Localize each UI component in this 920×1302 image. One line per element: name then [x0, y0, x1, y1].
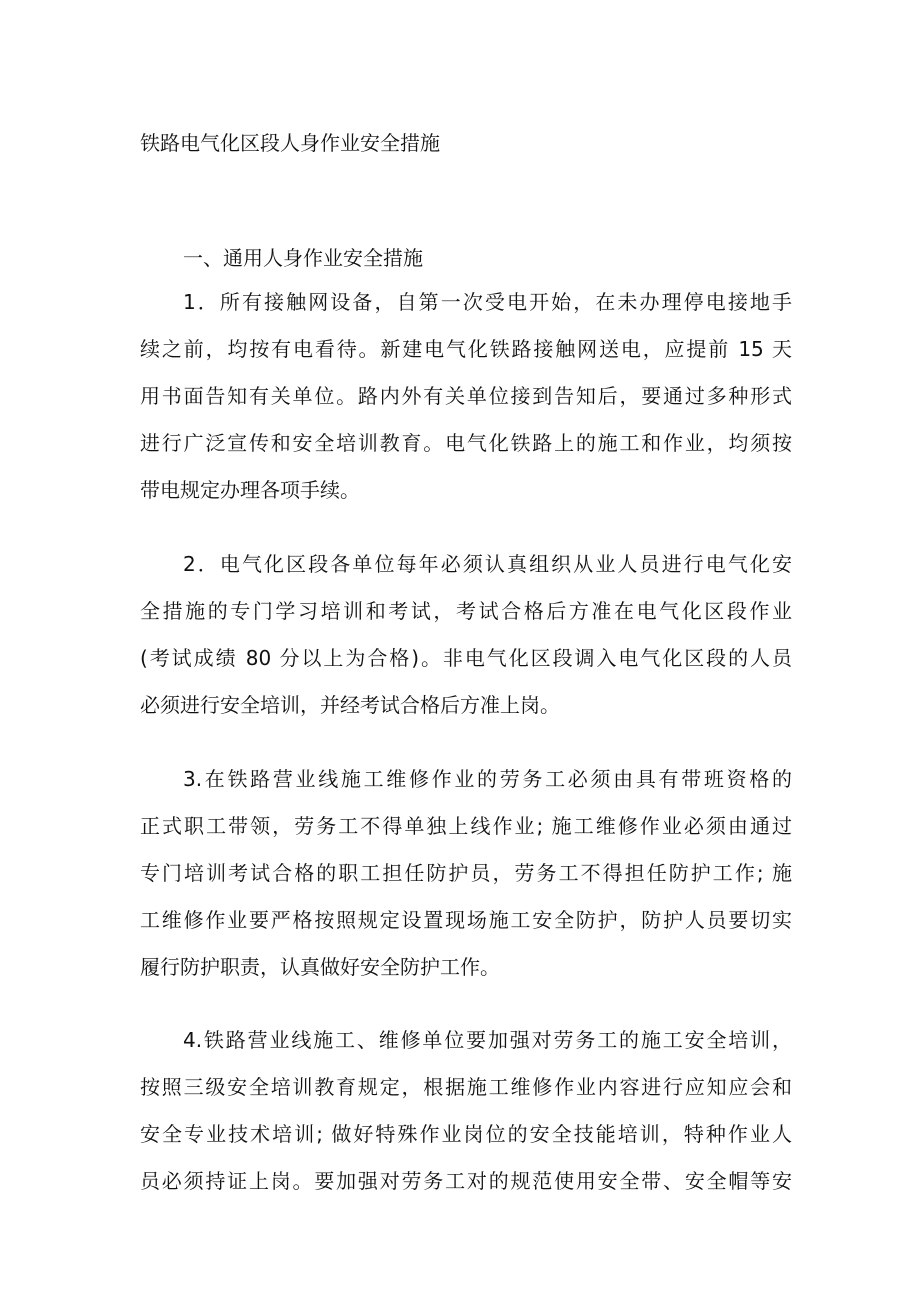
- text-line: 专门培训考试合格的职工担任防护员，劳务工不得担任防护工作; 施: [140, 861, 792, 885]
- document-title: 铁路电气化区段人身作业安全措施: [140, 131, 440, 155]
- text-line: 用书面告知有关单位。路内外有关单位接到告知后，要通过多种形式: [140, 384, 792, 408]
- text-line: 履行防护职责，认真做好安全防护工作。: [140, 955, 500, 979]
- text-line: 2．电气化区段各单位每年必须认真组织从业人员进行电气化安: [183, 552, 792, 576]
- paragraph-3: [140, 766, 792, 1001]
- text-line: 3.在铁路营业线施工维修作业的劳务工必须由具有带班资格的: [183, 767, 792, 791]
- text-line: (考试成绩 80 分以上为合格)。非电气化区段调入电气化区段的人员: [140, 646, 792, 670]
- text-line: 正式职工带领，劳务工不得单独上线作业; 施工维修作业必须由通过: [140, 814, 792, 838]
- text-line: 全措施的专门学习培训和考试，考试合格后方准在电气化区段作业: [140, 599, 792, 623]
- text-line: 1．所有接触网设备，自第一次受电开始，在未办理停电接地手: [183, 290, 792, 314]
- paragraph-1: [140, 289, 792, 524]
- text-line: 按照三级安全培训教育规定，根据施工维修作业内容进行应知应会和: [140, 1075, 792, 1099]
- text-line: 员必须持证上岗。要加强对劳务工对的规范使用安全带、安全帽等安: [140, 1169, 792, 1193]
- text-line: 带电规定办理各项手续。: [140, 478, 360, 502]
- text-line: 进行广泛宣传和安全培训教育。电气化铁路上的施工和作业，均须按: [140, 431, 792, 455]
- paragraph-2: [140, 551, 792, 739]
- section-heading: 一、通用人身作业安全措施: [183, 246, 423, 270]
- text-line: 4.铁路营业线施工、维修单位要加强对劳务工的施工安全培训，: [183, 1028, 792, 1052]
- text-line: 安全专业技术培训; 做好特殊作业岗位的安全技能培训，特种作业人: [140, 1122, 792, 1146]
- text-line: 续之前，均按有电看待。新建电气化铁路接触网送电，应提前 15 天: [140, 337, 792, 361]
- paragraph-4: [140, 1027, 792, 1215]
- text-line: 必须进行安全培训，并经考试合格后方准上岗。: [140, 693, 560, 717]
- text-line: 工维修作业要严格按照规定设置现场施工安全防护，防护人员要切实: [140, 908, 792, 932]
